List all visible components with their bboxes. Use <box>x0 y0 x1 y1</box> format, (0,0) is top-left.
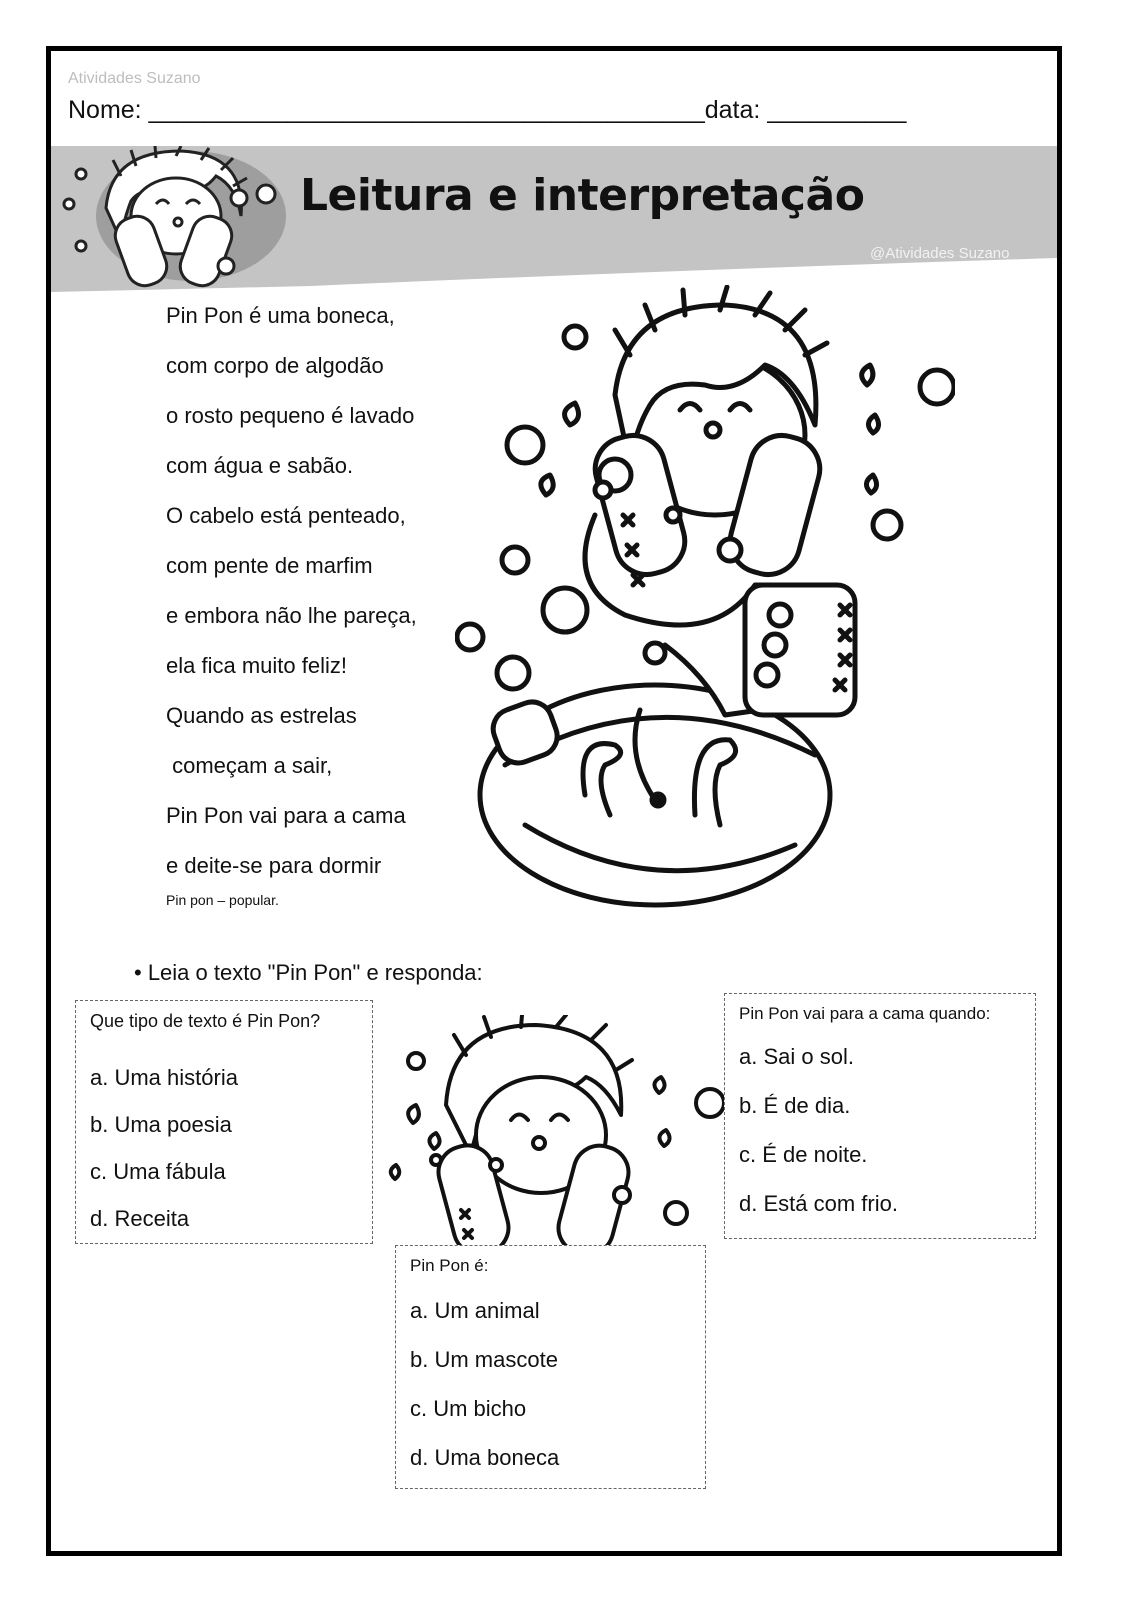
answer-option[interactable]: b. Uma poesia <box>90 1112 232 1137</box>
question-text: Que tipo de texto é Pin Pon? <box>90 1011 321 1031</box>
poem-line: começam a sair, <box>166 753 333 778</box>
poem-line: ela fica muito feliz! <box>166 653 347 678</box>
poem-source: Pin pon – popular. <box>166 892 279 908</box>
poem-line: e embora não lhe pareça, <box>166 603 417 628</box>
answer-option[interactable]: a. Um animal <box>410 1298 540 1323</box>
date-label: data: <box>704 96 768 124</box>
answer-option[interactable]: b. É de dia. <box>739 1093 851 1118</box>
doll-small-illustration <box>376 1015 731 1250</box>
question-box-bedtime <box>724 993 1036 1239</box>
question-text: Pin Pon vai para a cama quando: <box>739 1004 991 1023</box>
answer-option[interactable]: a. Uma história <box>90 1065 238 1090</box>
answer-option[interactable]: b. Um mascote <box>410 1347 558 1372</box>
banner-credit: @Atividades Suzano <box>870 245 1010 262</box>
poem-text <box>166 300 417 900</box>
poem-line: Pin Pon é uma boneca, <box>166 303 395 328</box>
answer-option[interactable]: c. Um bicho <box>410 1396 527 1421</box>
question-text: Pin Pon é: <box>410 1256 489 1275</box>
poem-line: o rosto pequeno é lavado <box>166 403 415 428</box>
instruction-text: • Leia o texto "Pin Pon" e responda: <box>134 960 483 985</box>
poem-line: Quando as estrelas <box>166 703 357 728</box>
question-box-text-type <box>75 1000 373 1244</box>
answer-option[interactable]: d. Receita <box>90 1206 190 1231</box>
doll-washing-illustration <box>455 285 955 915</box>
poem-line: com água e sabão. <box>166 453 354 478</box>
poem-line: e deite-se para dormir <box>166 853 382 878</box>
answer-option[interactable]: c. Uma fábula <box>90 1159 226 1184</box>
question-box-what-is <box>395 1245 706 1489</box>
poem-line: com corpo de algodão <box>166 353 384 378</box>
name-label: Nome: <box>68 96 149 124</box>
answer-option[interactable]: a. Sai o sol. <box>739 1044 854 1069</box>
date-field[interactable]: __________ <box>767 96 907 124</box>
page-title: Leitura e interpretação <box>300 170 865 221</box>
answer-option[interactable]: d. Está com frio. <box>739 1191 898 1216</box>
header-watermark: Atividades Suzano <box>68 70 201 87</box>
poem-line: com pente de marfim <box>166 553 373 578</box>
name-date-line <box>68 96 906 125</box>
answer-option[interactable]: c. É de noite. <box>739 1142 868 1167</box>
poem-line: O cabelo está penteado, <box>166 503 406 528</box>
answer-option[interactable]: d. Uma boneca <box>410 1445 560 1470</box>
poem-line: Pin Pon vai para a cama <box>166 803 406 828</box>
name-field[interactable]: ________________________________________ <box>148 96 705 124</box>
